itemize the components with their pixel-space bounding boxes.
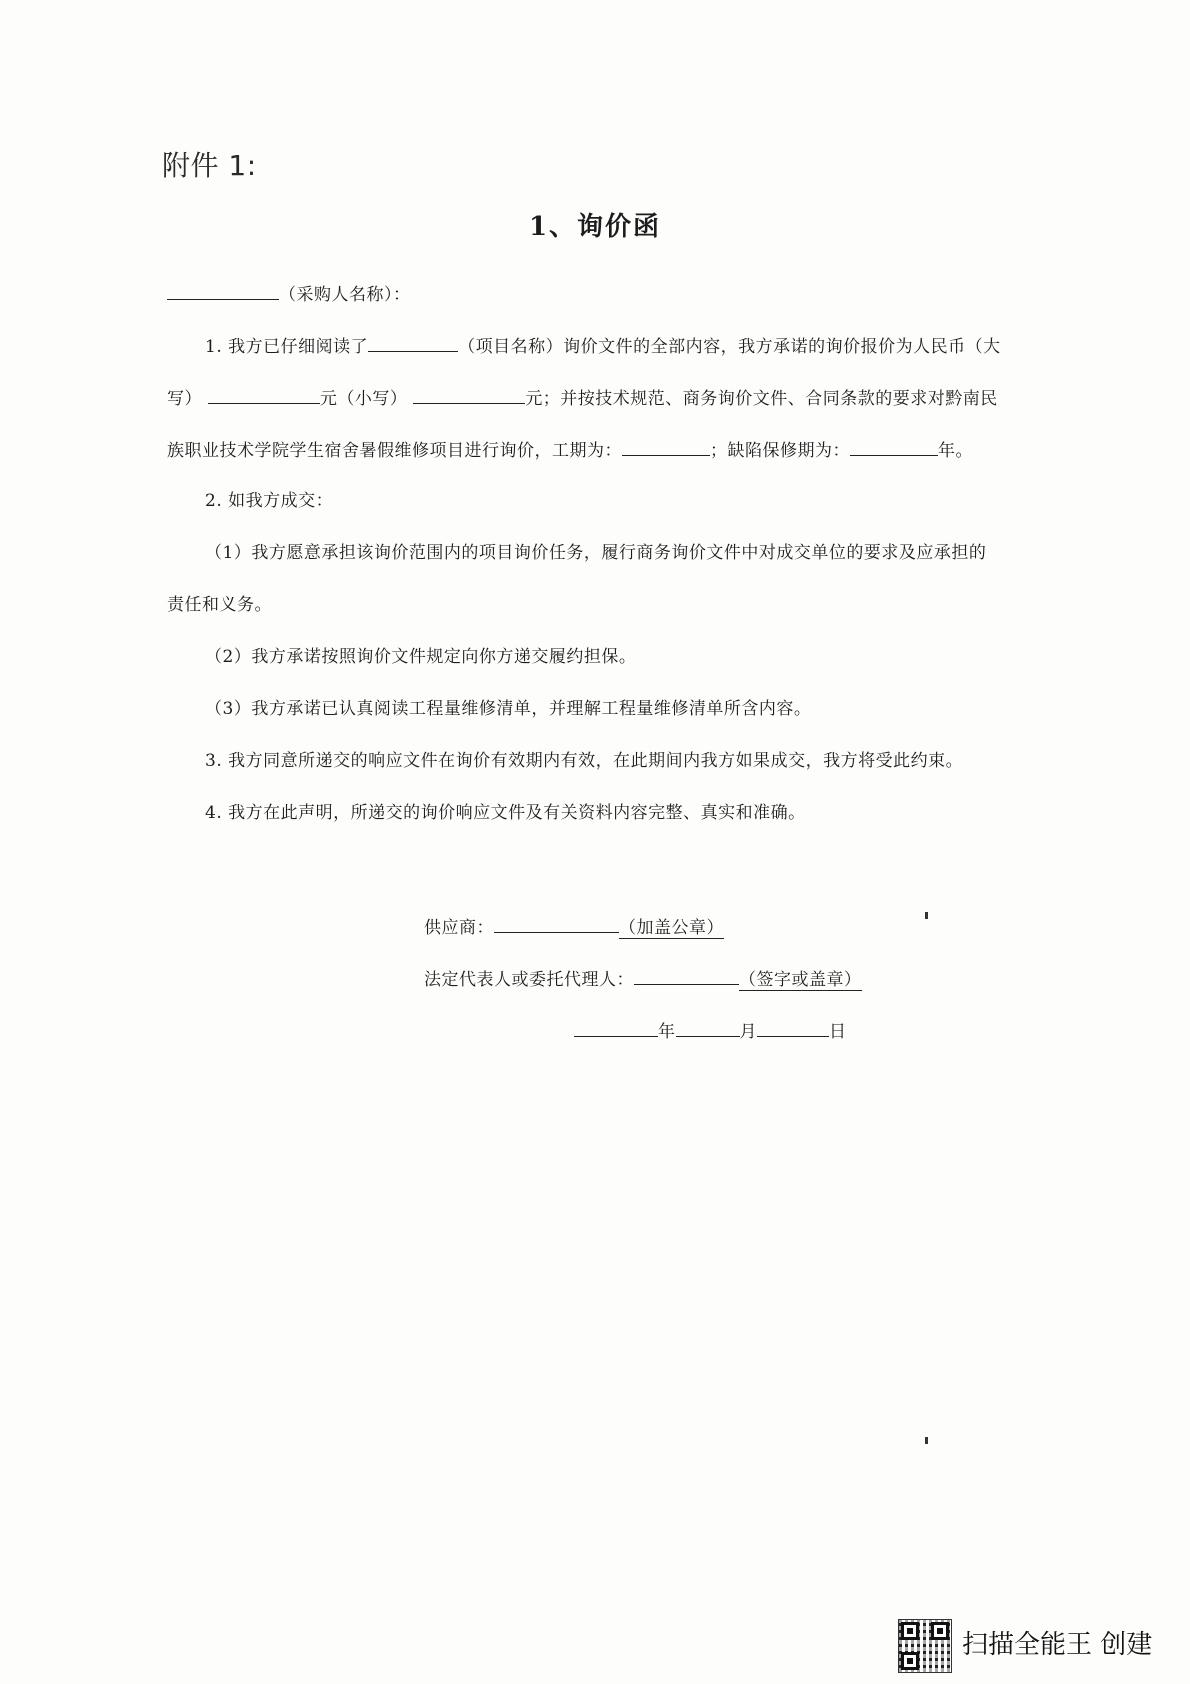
day-blank [757, 1018, 829, 1037]
para1-text-f: 族职业技术学院学生宿舍暑假维修项目进行询价，工期为： [167, 441, 622, 461]
project-name-blank [368, 333, 458, 352]
sign-or-seal-note: （签字或盖章） [739, 970, 862, 990]
year-blank [574, 1018, 658, 1037]
para1-text-e: 元；并按技术规范、商务询价文件、合同条款的要求对黔南民 [525, 389, 998, 409]
paragraph-3: 3. 我方同意所递交的响应文件在询价有效期内有效，在此期间内我方如果成交，我方将受此约束。 [205, 751, 964, 771]
paragraph-2-2: （2）我方承诺按照询价文件规定向你方递交履约担保。 [205, 647, 637, 667]
qr-code-icon [898, 1619, 952, 1673]
paragraph-2: 2. 如我方成交： [205, 491, 334, 511]
addressee-line [167, 281, 411, 307]
supplier-label: 供应商： [424, 918, 494, 938]
year-label: 年 [658, 1022, 676, 1042]
month-label: 月 [739, 1022, 757, 1042]
paragraph-1-line-2 [167, 385, 998, 411]
para1-text-d: 元（小写） [319, 389, 408, 409]
scan-speck [925, 1437, 928, 1444]
price-uppercase-blank [208, 385, 320, 404]
page-title: 1、询价函 [528, 212, 662, 242]
supplier-line [424, 914, 724, 940]
month-blank [676, 1018, 740, 1037]
price-lowercase-blank [413, 385, 525, 404]
paragraph-2-3: （3）我方承诺已认真阅读工程量维修清单，并理解工程量维修清单所含内容。 [205, 699, 812, 719]
para1-text-c: 写） [167, 389, 202, 409]
paragraph-2-1-line-1: （1）我方愿意承担该询价范围内的项目询价任务，履行商务询价文件中对成交单位的要求及应承担的 [205, 543, 987, 563]
representative-blank [634, 966, 739, 985]
para1-text-g: ；缺陷保修期为： [710, 441, 850, 461]
paragraph-1-line-3 [167, 437, 973, 463]
paragraph-4: 4. 我方在此声明，所递交的询价响应文件及有关资料内容完整、真实和准确。 [205, 803, 806, 823]
scanner-watermark: 扫描全能王 创建 [962, 1630, 1153, 1660]
purchaser-name-blank [167, 281, 279, 300]
day-label: 日 [829, 1022, 847, 1042]
representative-line [424, 966, 862, 992]
para1-text-b: （项目名称）询价文件的全部内容，我方承诺的询价报价为人民币（大 [458, 337, 1001, 357]
paragraph-2-1-line-2: 责任和义务。 [167, 595, 272, 615]
warranty-blank [850, 437, 938, 456]
duration-blank [622, 437, 710, 456]
representative-label: 法定代表人或委托代理人： [424, 970, 634, 990]
para1-text-a: 1. 我方已仔细阅读了 [205, 337, 369, 357]
official-seal-note: （加盖公章） [619, 918, 724, 938]
addressee-suffix: （采购人名称）： [279, 285, 411, 305]
date-line [574, 1018, 847, 1044]
para1-text-h: 年。 [938, 441, 973, 461]
paragraph-1-line-1 [205, 333, 1001, 359]
annex-label: 附件 1: [162, 149, 257, 182]
supplier-blank [494, 914, 619, 933]
scan-speck [925, 912, 928, 919]
